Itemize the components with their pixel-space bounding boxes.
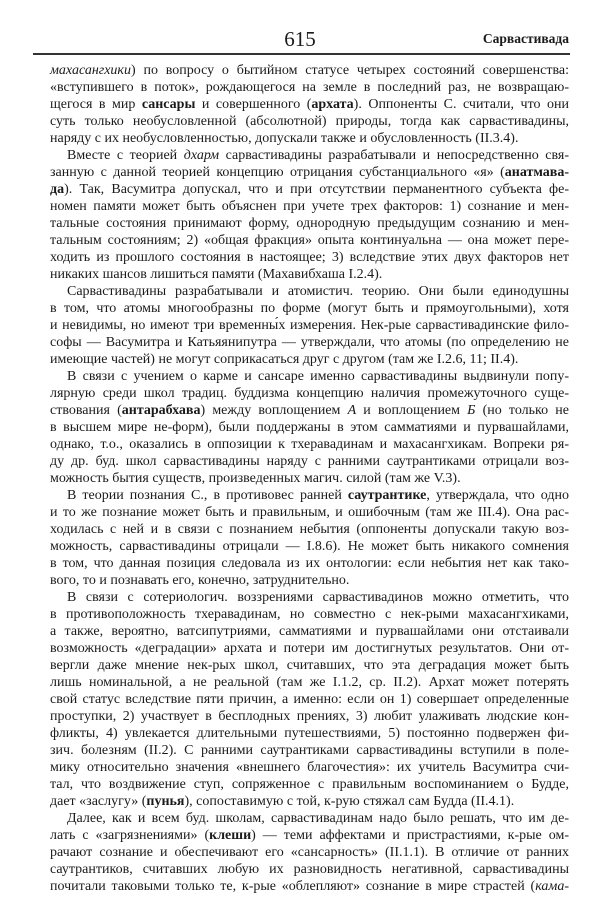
text-line: [50, 776, 569, 793]
text-line: [50, 368, 569, 385]
bold-term: антарабхава: [121, 403, 201, 418]
text-run: проступки, 2) участвует в бесплодных прениях, 3) любит улаживать людские кон-: [50, 709, 569, 724]
text-line: [50, 606, 569, 623]
text-run: занную с данной теорией концепцию отрицания субстанциального «я» (: [50, 165, 505, 180]
text-run: Вместе с теорией: [67, 148, 184, 163]
text-line: [50, 147, 569, 164]
bold-term: сансары: [141, 97, 196, 112]
text-run: и совершенного (: [195, 97, 312, 112]
text-line: [50, 96, 569, 113]
text-run: а также, вероятно, ватсипутриями, самматиями и пурвашайлами они отстаивали: [50, 624, 569, 639]
text-line: [50, 555, 569, 572]
text-run: мику относительно значения «внешнего благочестия»: их учитель Васумитра счи-: [50, 760, 569, 775]
italic-term: дхарм: [183, 148, 220, 163]
text-line: [50, 538, 569, 555]
text-run: рачают сознание и обеспечивают его «сансарность» (II.1.1). В отличие от ранних: [50, 845, 569, 860]
text-line: [50, 861, 569, 878]
text-run: в высшем мире не-форм), были поддержаны в этом самматиями и пурвашайлами,: [50, 420, 569, 435]
text-run: Сарвастивадины разрабатывали и атомистич. теорию. Они были единодушны: [67, 284, 569, 299]
paragraph: [50, 283, 569, 368]
text-run: зич. болезням (II.2). С ранними саутрантиками сарвастивадины вступили в поле-: [50, 743, 569, 758]
paragraph: [50, 147, 569, 283]
text-line: [50, 283, 569, 300]
bold-term: архата: [311, 97, 354, 112]
text-line: [50, 62, 569, 79]
text-run: и невидимы, но имеют три временны́х измерения. Нек-рые сарвастивадинские фило-: [50, 318, 569, 333]
text-run: В связи с учением о карме и сансаре именно сарвастивадины выдвинули попу-: [67, 369, 569, 384]
text-run: тальным состояниям; 2) «общая фракция» опыта континуальна — она может пере-: [50, 233, 569, 248]
text-run: тал, что воздвижение ступ, сопряженное с правильным воспоминанием о Будде,: [50, 777, 569, 792]
text-run: лишь номинальной, а не реальной (там же I.1.2, ср. II.2). Архат может потерять: [50, 675, 569, 690]
text-line: [50, 844, 569, 861]
italic-term: кама-: [535, 879, 569, 894]
text-line: [50, 759, 569, 776]
text-line: [50, 708, 569, 725]
text-line: [50, 130, 569, 147]
text-run: софы — Васумитра и Катьяянипутра — утверждали, что атомы (по определению не: [50, 335, 569, 350]
text-line: [50, 181, 569, 198]
text-line: [50, 657, 569, 674]
text-line: [50, 249, 569, 266]
text-run: номен памяти может быть объяснен при учете трех факторов: 1) сознание и мен-: [50, 199, 569, 214]
bold-term: клеши: [209, 828, 252, 843]
text-run: можность бытия существ, произведенных магич. силой (там же V.3).: [50, 471, 461, 486]
text-run: ) между воплощением: [200, 403, 348, 418]
text-line: [50, 198, 569, 215]
page-number: 615: [284, 27, 316, 51]
text-run: Далее, как и всем буд. школам, сарвастивадинам надо было решать, что им де-: [67, 811, 569, 826]
text-run: ) — теми аффектами и пристрастиями, к-рые ом-: [251, 828, 570, 843]
text-run: и воплощением: [356, 403, 468, 418]
text-run: ), сопоставимую с той, к-рую стяжал сам Будда (II.4.1).: [184, 794, 515, 809]
text-run: вого, то и познавать его, конечно, затруднительно.: [50, 573, 350, 588]
text-line: [50, 623, 569, 640]
text-line: [50, 810, 569, 827]
paragraph: [50, 589, 569, 810]
text-line: [50, 232, 569, 249]
text-run: , утверждала, что одно: [426, 488, 569, 503]
italic-term: Б: [467, 403, 476, 418]
text-line: [50, 113, 569, 130]
text-line: [50, 79, 569, 96]
text-run: ). Так, Васумитра допускал, что и при отсутствии перманентного субъекта фе-: [64, 182, 569, 197]
header-rule: [33, 53, 570, 55]
text-run: ствования (: [50, 403, 122, 418]
text-run: «вступившего в поток», рождающегося на земле в последний раз, не возвращаю-: [50, 80, 569, 95]
text-run: В теории познания С., в противовес ранней: [67, 488, 348, 503]
italic-term: махасангхики: [50, 63, 131, 78]
text-line: [50, 487, 569, 504]
bold-term: анатмава-: [504, 165, 569, 180]
article-body: [50, 62, 569, 895]
paragraph: [50, 810, 569, 895]
bold-term: пунья: [146, 794, 185, 809]
text-line: [50, 436, 569, 453]
paragraph: [50, 62, 569, 147]
text-run: возможность «деградации» архата и потери им достигнутых результатов. Они от-: [50, 641, 569, 656]
text-line: [50, 572, 569, 589]
text-run: в том, что атомы многообразны по форме (могут быть и прямоугольными), хотя: [50, 301, 569, 316]
text-run: ). Оппоненты С. считали, что они: [353, 97, 569, 112]
text-run: никаких шансов лишиться памяти (Махавибхаша I.2.4).: [50, 267, 383, 282]
paragraph: [50, 368, 569, 487]
text-line: [50, 589, 569, 606]
paragraph: [50, 487, 569, 589]
text-run: свой статус вследствие пяти причин, а именно: если он 1) совершает определенные: [50, 692, 569, 707]
text-run: в том, что данная позиция следовала из их онтологии: если небытия нет как тако-: [50, 556, 569, 571]
text-line: [50, 317, 569, 334]
text-run: почитали таковыми только те, к-рые «облепляют» сознание в мире страстей (: [50, 879, 536, 894]
bold-term: да: [50, 182, 65, 197]
text-line: [50, 878, 569, 895]
text-run: суть только необусловленной (абсолютной) природы, тогда как сарвастивадины,: [50, 114, 569, 129]
text-line: [50, 300, 569, 317]
text-run: фликты, 4) увлекается длительными путешествиями, 5) постоянно подвержен фи-: [50, 726, 569, 741]
text-line: [50, 725, 569, 742]
text-line: [50, 351, 569, 368]
text-run: наряду с их необусловленностью, допускали также и обусловленность (II.3.4).: [50, 131, 519, 146]
running-title: Сарвастивада: [482, 31, 569, 46]
text-run: (но только не: [475, 403, 570, 418]
text-line: [50, 504, 569, 521]
text-line: [50, 453, 569, 470]
text-run: вергли даже мнение нек-рых школ, считавших, что эта деградация может быть: [50, 658, 569, 673]
text-run: ду др. буд. школ сарвастивадины наряду с ранними саутрантиками отрицали воз-: [50, 454, 569, 469]
text-run: дает «заслугу» (: [50, 794, 147, 809]
text-run: и то же познание может быть и правильным, и ошибочным (там же III.4). Она рас-: [50, 505, 569, 520]
text-line: [50, 334, 569, 351]
text-line: [50, 215, 569, 232]
text-run: в противоположность тхеравадинам, но совместно с нек-рыми махасангхиками,: [50, 607, 569, 622]
text-line: [50, 470, 569, 487]
text-line: [50, 640, 569, 657]
italic-term: А: [347, 403, 357, 418]
text-run: щегося в мир: [50, 97, 142, 112]
text-run: ходилась с ней и в связи с познанием небытия (оппоненты допускали такую воз-: [50, 522, 569, 537]
text-run: тальные состояния принимают форму, однородную предыдущим сознанию и мен-: [50, 216, 569, 231]
text-line: [50, 419, 569, 436]
text-line: [50, 674, 569, 691]
text-run: саутрантиков, считавших любую их разновидность негативной, сарвастивадины: [50, 862, 569, 877]
text-line: [50, 385, 569, 402]
text-line: [50, 402, 569, 419]
text-run: имеющие частей) не могут соприкасаться друг с другом (там же I.2.6, 11; II.4).: [50, 352, 519, 367]
text-line: [50, 691, 569, 708]
text-run: ) по вопросу о бытийном статусе четырех состояний совершенства:: [131, 63, 569, 78]
text-line: [50, 521, 569, 538]
text-run: сарвастивадины разрабатывали и непосредственно свя-: [219, 148, 569, 163]
text-line: [50, 266, 569, 283]
bold-term: саутрантике: [347, 488, 427, 503]
text-run: однако, т.о., оказались в оппозиции к тхеравадинам и махасангхикам. Вопреки ря-: [50, 437, 569, 452]
text-line: [50, 164, 569, 181]
text-line: [50, 827, 569, 844]
text-run: В связи с сотериологич. воззрениями сарвастивадинов можно отметить, что: [67, 590, 569, 605]
text-line: [50, 793, 569, 810]
text-run: можность, сарвастивадины отрицали — I.8.6). Не может быть никакого сомнения: [50, 539, 569, 554]
text-run: лярную среди школ традиц. буддизма концепцию наличия промежуточного суще-: [50, 386, 569, 401]
text-line: [50, 742, 569, 759]
text-run: ходить из прошлого состояния в настоящее; 3) вследствие этих двух факторов нет: [50, 250, 569, 265]
text-run: лать с «загрязнениями» (: [50, 828, 210, 843]
